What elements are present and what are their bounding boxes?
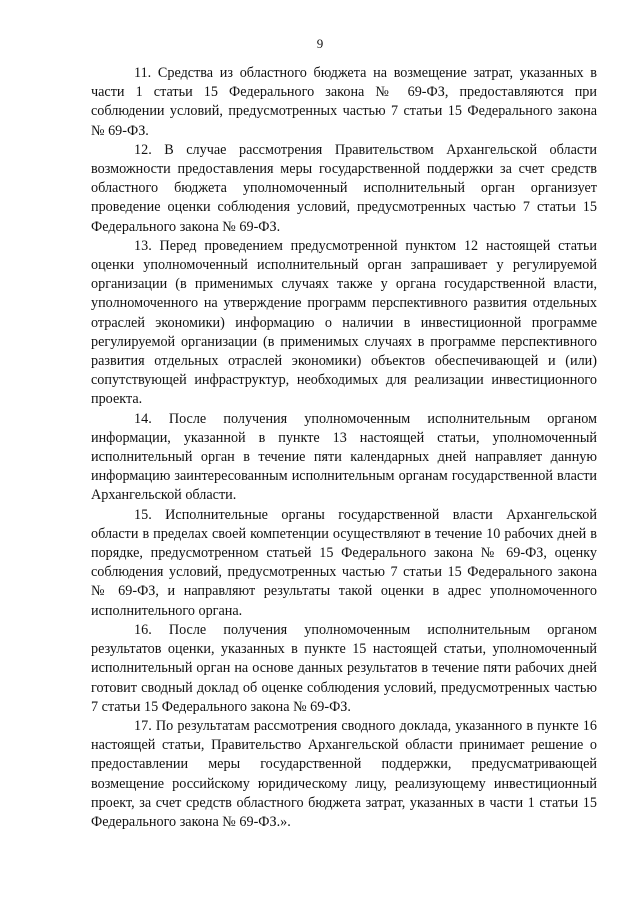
paragraph-12: 12. В случае рассмотрения Правительством Архангельской области возможности предоставления меры государственной поддержки за счет средств областного бюджета уполномоченный исполнительный орган организует проведение оценки соблюдения условий, предусмотренных частью 7 статьи 15 Федерального закона № 69-ФЗ.: [91, 141, 597, 235]
page-number: 9: [316, 36, 324, 51]
paragraph-13: 13. Перед проведением предусмотренной пунктом 12 настоящей статьи оценки уполномоченный исполнительный орган запрашивает у регулируемой организации (в применимых случаях также у органа государственной власти, уполномоченного на утверждение программ перспективного развития отдельных отраслей экономики) информацию о наличии в инвестиционной программе регулируемой организации (в применимых случаях в программе перспективного развития отдельных отраслей экономики) объектов обеспечивающей и (или) сопутствующей инфраструктур, необходимых для реализации инвестиционного проекта.: [91, 237, 597, 408]
paragraph-16: 16. После получения уполномоченным исполнительным органом результатов оценки, указанных в пункте 15 настоящей статьи, уполномоченный исполнительный орган на основе данных результатов в течение пяти рабочих дней готовит сводный доклад об оценке соблюдения условий, предусмотренных частью 7 статьи 15 Федерального закона № 69-ФЗ.: [91, 621, 597, 715]
paragraph-15: 15. Исполнительные органы государственной власти Архангельской области в пределах своей компетенции осуществляют в течение 10 рабочих дней в порядке, предусмотренном статьей 15 Федерального закона № 69-ФЗ, оценку соблюдения условий, предусмотренных частью 7 статьи 15 Федерального закона № 69-ФЗ, и направляют результаты такой оценки в адрес уполномоченного исполнительного органа.: [91, 506, 597, 619]
document-body: [91, 64, 597, 832]
paragraph-17: 17. По результатам рассмотрения сводного доклада, указанного в пункте 16 настоящей статьи, Правительство Архангельской области принимает решение о предоставлении меры государственной поддержки, предусматривающей возмещение российскому юридическому лицу, реализующему инвестиционный проект, за счет средств областного бюджета затрат, указанных в части 1 статьи 15 Федерального закона № 69-ФЗ.».: [91, 717, 597, 830]
paragraph-14: 14. После получения уполномоченным исполнительным органом информации, указанной в пункте 13 настоящей статьи, уполномоченный исполнительный орган в течение пяти календарных дней направляет данную информацию заинтересованным исполнительным органам государственной власти Архангельской области.: [91, 410, 597, 504]
paragraph-11: 11. Средства из областного бюджета на возмещение затрат, указанных в части 1 статьи 15 Федерального закона № 69-ФЗ, предоставляются при соблюдении условий, предусмотренных частью 7 статьи 15 Федерального закона № 69-ФЗ.: [91, 65, 597, 139]
